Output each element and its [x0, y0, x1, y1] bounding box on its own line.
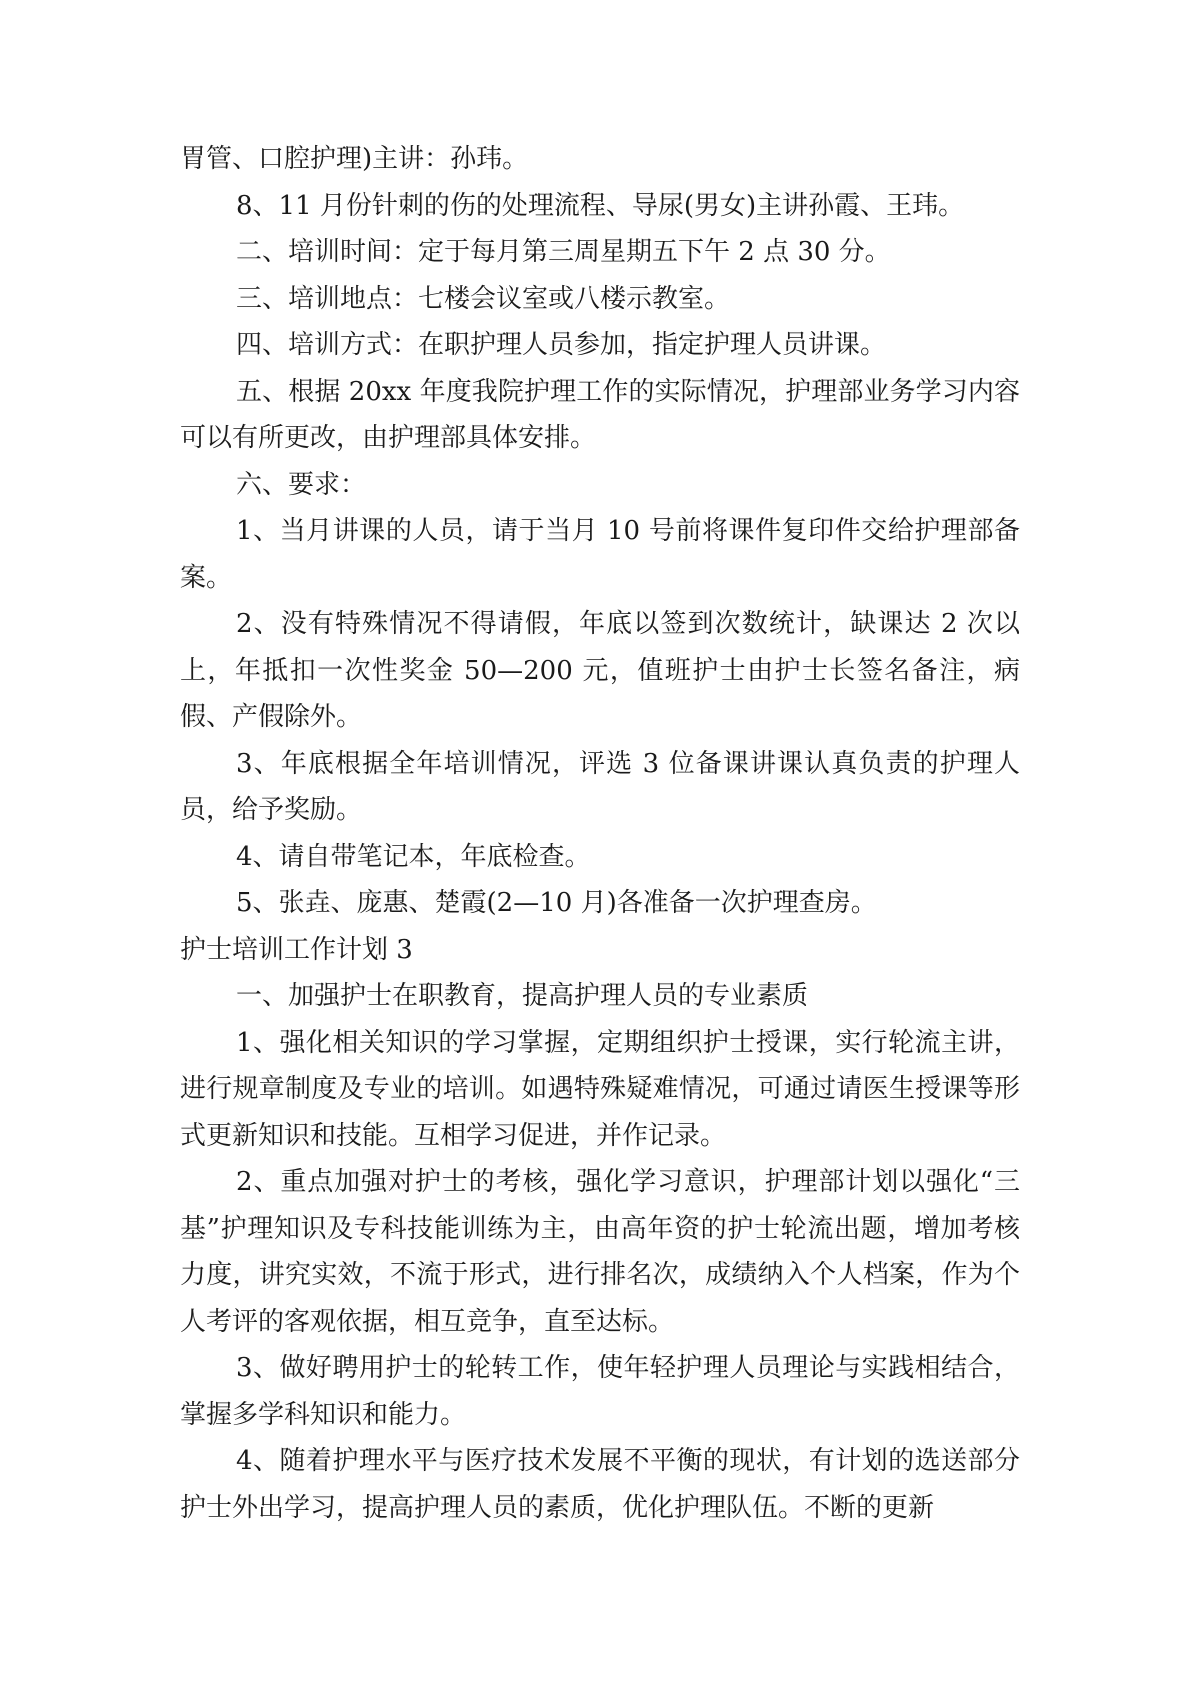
paragraph-6: 五、根据 20xx 年度我院护理工作的实际情况，护理部业务学习内容可以有所更改，由护理部具体安排。 — [180, 376, 1020, 453]
document-body — [180, 136, 1020, 1531]
paragraph-12: 5、张垚、庞惠、楚霞(2—10 月)各准备一次护理查房。 — [236, 888, 877, 918]
paragraph-8: 1、当月讲课的人员，请于当月 10 号前将课件复印件交给护理部备案。 — [180, 516, 1020, 593]
paragraph-18: 4、随着护理水平与医疗技术发展不平衡的现状，有计划的选送部分护士外出学习，提高护理人员的素质，优化护理队伍。不断的更新 — [180, 1446, 1020, 1523]
paragraph-10: 3、年底根据全年培训情况，评选 3 位备课讲课认真负责的护理人员，给予奖励。 — [180, 748, 1020, 825]
paragraph-14: 一、加强护士在职教育，提高护理人员的专业素质 — [236, 981, 809, 1011]
paragraph-17: 3、做好聘用护士的轮转工作，使年轻护理人员理论与实践相结合，掌握多学科知识和能力。 — [180, 1353, 1020, 1430]
paragraph-5: 四、培训方式：在职护理人员参加，指定护理人员讲课。 — [236, 330, 887, 360]
section-heading: 护士培训工作计划 3 — [180, 934, 413, 965]
paragraph-9: 2、没有特殊情况不得请假，年底以签到次数统计，缺课达 2 次以上，年抵扣一次性奖金 50—200 元，值班护士由护士长签名备注，病假、产假除外。 — [180, 609, 1020, 732]
paragraph-15: 1、强化相关知识的学习掌握，定期组织护士授课，实行轮流主讲，进行规章制度及专业的培训。如遇特殊疑难情况，可通过请医生授课等形式更新知识和技能。互相学习促进，并作记录。 — [180, 1027, 1020, 1151]
paragraph-4: 三、培训地点：七楼会议室或八楼示教室。 — [236, 283, 731, 314]
paragraph-11: 4、请自带笔记本，年底检查。 — [236, 841, 591, 872]
paragraph-2: 8、11 月份针刺的伤的处理流程、导尿(男女)主讲孙霞、王玮。 — [236, 190, 965, 221]
paragraph-16: 2、重点加强对护士的考核，强化学习意识，护理部计划以强化“三基”护理知识及专科技能训练为主，由高年资的护士轮流出题，增加考核力度，讲究实效，不流于形式，进行排名次，成绩纳入个人档案，作为个人考评的客观依据，相互竞争，直至达标。 — [180, 1167, 1020, 1337]
paragraph-1: 胃管、口腔护理)主讲：孙玮。 — [180, 144, 529, 174]
paragraph-7: 六、要求： — [236, 469, 367, 500]
paragraph-3: 二、培训时间：定于每月第三周星期五下午 2 点 30 分。 — [236, 237, 891, 267]
